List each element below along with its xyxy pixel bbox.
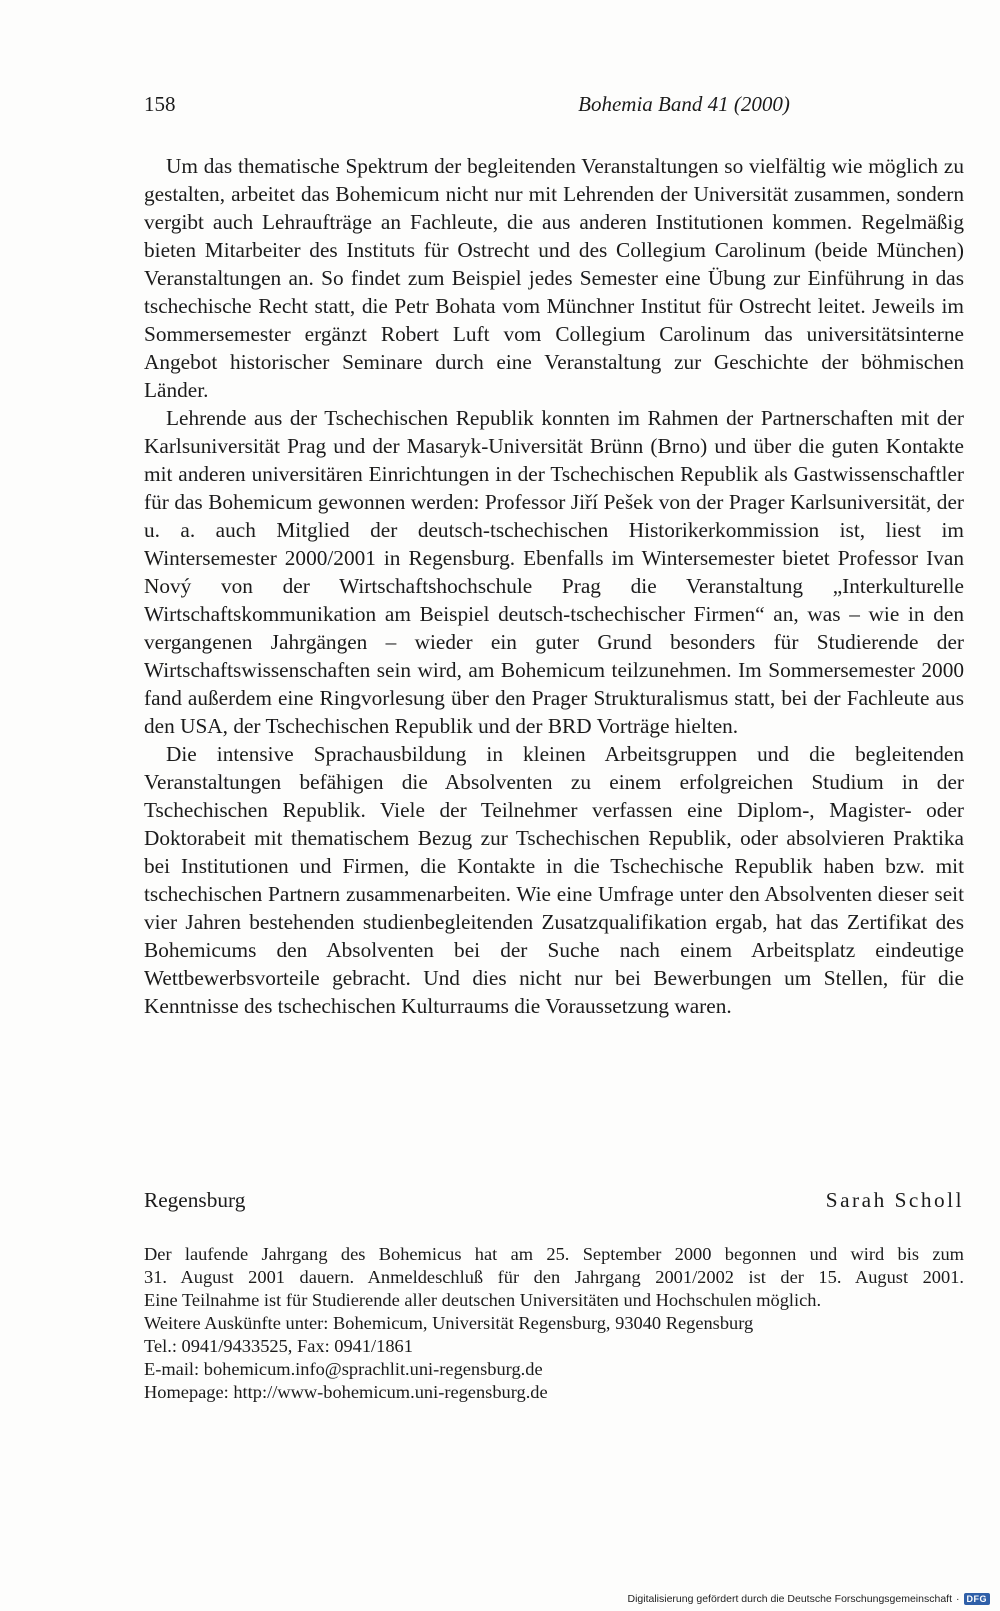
paragraph-3: Die intensive Sprachausbildung in kleinen Arbeitsgruppen und die begleitenden Veranstaltungen befähigen die Absolventen zu einem erfolgreichen Studium in der Tschechischen Republik. Viele der Teilnehmer verfassen eine Diplom-, Magister- oder Doktorabeit mit thematischem Bezug zur Tschechischen Republik, oder absolvieren Praktika bei Institutionen und Firmen, die Kontakte in die Tschechische Republik haben bzw. mit tschechischen Partnern zusammenarbeiten. Wie eine Umfrage unter den Absolventen dieser seit vier Jahren bestehenden studienbegleitenden Zusatzqualifikation ergab, hat das Zertifikat des Bohemicums den Absolventen bei der Suche nach einem Arbeitsplatz eindeutige Wettbewerbsvorteile gebracht. Und dies nicht nur bei Bewerbungen um Stellen, für die Kenntnisse des tschechischen Kulturraums die Voraussetzung waren. — [144, 742, 964, 1018]
info-block — [144, 1243, 964, 1404]
paragraph-1: Um das thematische Spektrum der begleitenden Veranstaltungen so vielfältig wie möglich zu gestalten, arbeitet das Bohemicum nicht nur mit Lehrenden der Universität zusammen, sondern vergibt auch Lehraufträge an Fachleute, die aus anderen Institutionen kommen. Regelmäßig bieten Mitarbeiter des Instituts für Ostrecht und des Collegium Carolinum (beide München) Veranstaltungen an. So findet zum Beispiel jedes Semester eine Übung zur Einführung in das tschechische Recht statt, die Petr Bohata vom Münchner Institut für Ostrecht leitet. Jeweils im Sommersemester ergänzt Robert Luft vom Collegium Carolinum das universitätsinterne Angebot historischer Seminare durch eine Veranstaltung zur Geschichte der böhmischen Länder. — [144, 154, 964, 402]
signature-line — [144, 1188, 964, 1218]
info-line-3: Eine Teilnahme ist für Studierende aller deutschen Universitäten und Hochschulen möglich. — [144, 1290, 822, 1310]
dfg-logo: DFG — [964, 1593, 991, 1605]
article-body — [144, 152, 964, 1020]
digitization-footer: Digitalisierung gefördert durch die Deutsche Forschungsgemeinschaft · DFG — [627, 1593, 990, 1605]
info-line-2: 31. August 2001 dauern. Anmeldeschluß für den Jahrgang 2001/2002 ist der 15. August 2001. — [144, 1267, 964, 1287]
info-line-7: Homepage: http://www-bohemicum.uni-regensburg.de — [144, 1382, 548, 1402]
paragraph-2: Lehrende aus der Tschechischen Republik konnten im Rahmen der Partnerschaften mit der Karlsuniversität Prag und der Masaryk-Universität Brünn (Brno) und über die guten Kontakte mit anderen universitären Einrichtungen in der Tschechischen Republik als Gastwissenschaftler für das Bohemicum gewonnen werden: Professor Jiří Pešek von der Prager Karlsuniversität, der u. a. auch Mitglied der deutsch-tschechischen Historikerkommission ist, liest im Wintersemester 2000/2001 in Regensburg. Ebenfalls im Wintersemester bietet Professor Ivan Nový von der Wirtschaftshochschule Prag die Veranstaltung „Interkulturelle Wirtschaftskommunikation am Beispiel deutsch-tschechischer Firmen“ an, was – wie in den vergangenen Jahrgängen – wieder ein guter Grund besonders für Studierende der Wirtschaftswissenschaften sein wird, am Bohemicum teilzunehmen. Im Sommersemester 2000 fand außerdem eine Ringvorlesung über den Prager Strukturalismus statt, bei der Fachleute aus den USA, der Tschechischen Republik und der BRD Vorträge hielten. — [144, 406, 964, 738]
info-line-1: Der laufende Jahrgang des Bohemicus hat am 25. September 2000 begonnen und wird bis zum — [144, 1244, 964, 1264]
digitization-note: Digitalisierung gefördert durch die Deutsche Forschungsgemeinschaft — [627, 1593, 952, 1605]
info-line-6: E-mail: bohemicum.info@sprachlit.uni-regensburg.de — [144, 1359, 543, 1379]
info-line-4: Weitere Auskünfte unter: Bohemicum, Universität Regensburg, 93040 Regensburg — [144, 1313, 754, 1333]
signature-place: Regensburg — [144, 1188, 246, 1212]
running-head — [144, 92, 964, 124]
signature-author: Sarah Scholl — [825, 1188, 964, 1212]
info-line-5: Tel.: 0941/9433525, Fax: 0941/1861 — [144, 1336, 413, 1356]
journal-title: Bohemia Band 41 (2000) — [578, 92, 790, 116]
page-number: 158 — [144, 92, 176, 116]
